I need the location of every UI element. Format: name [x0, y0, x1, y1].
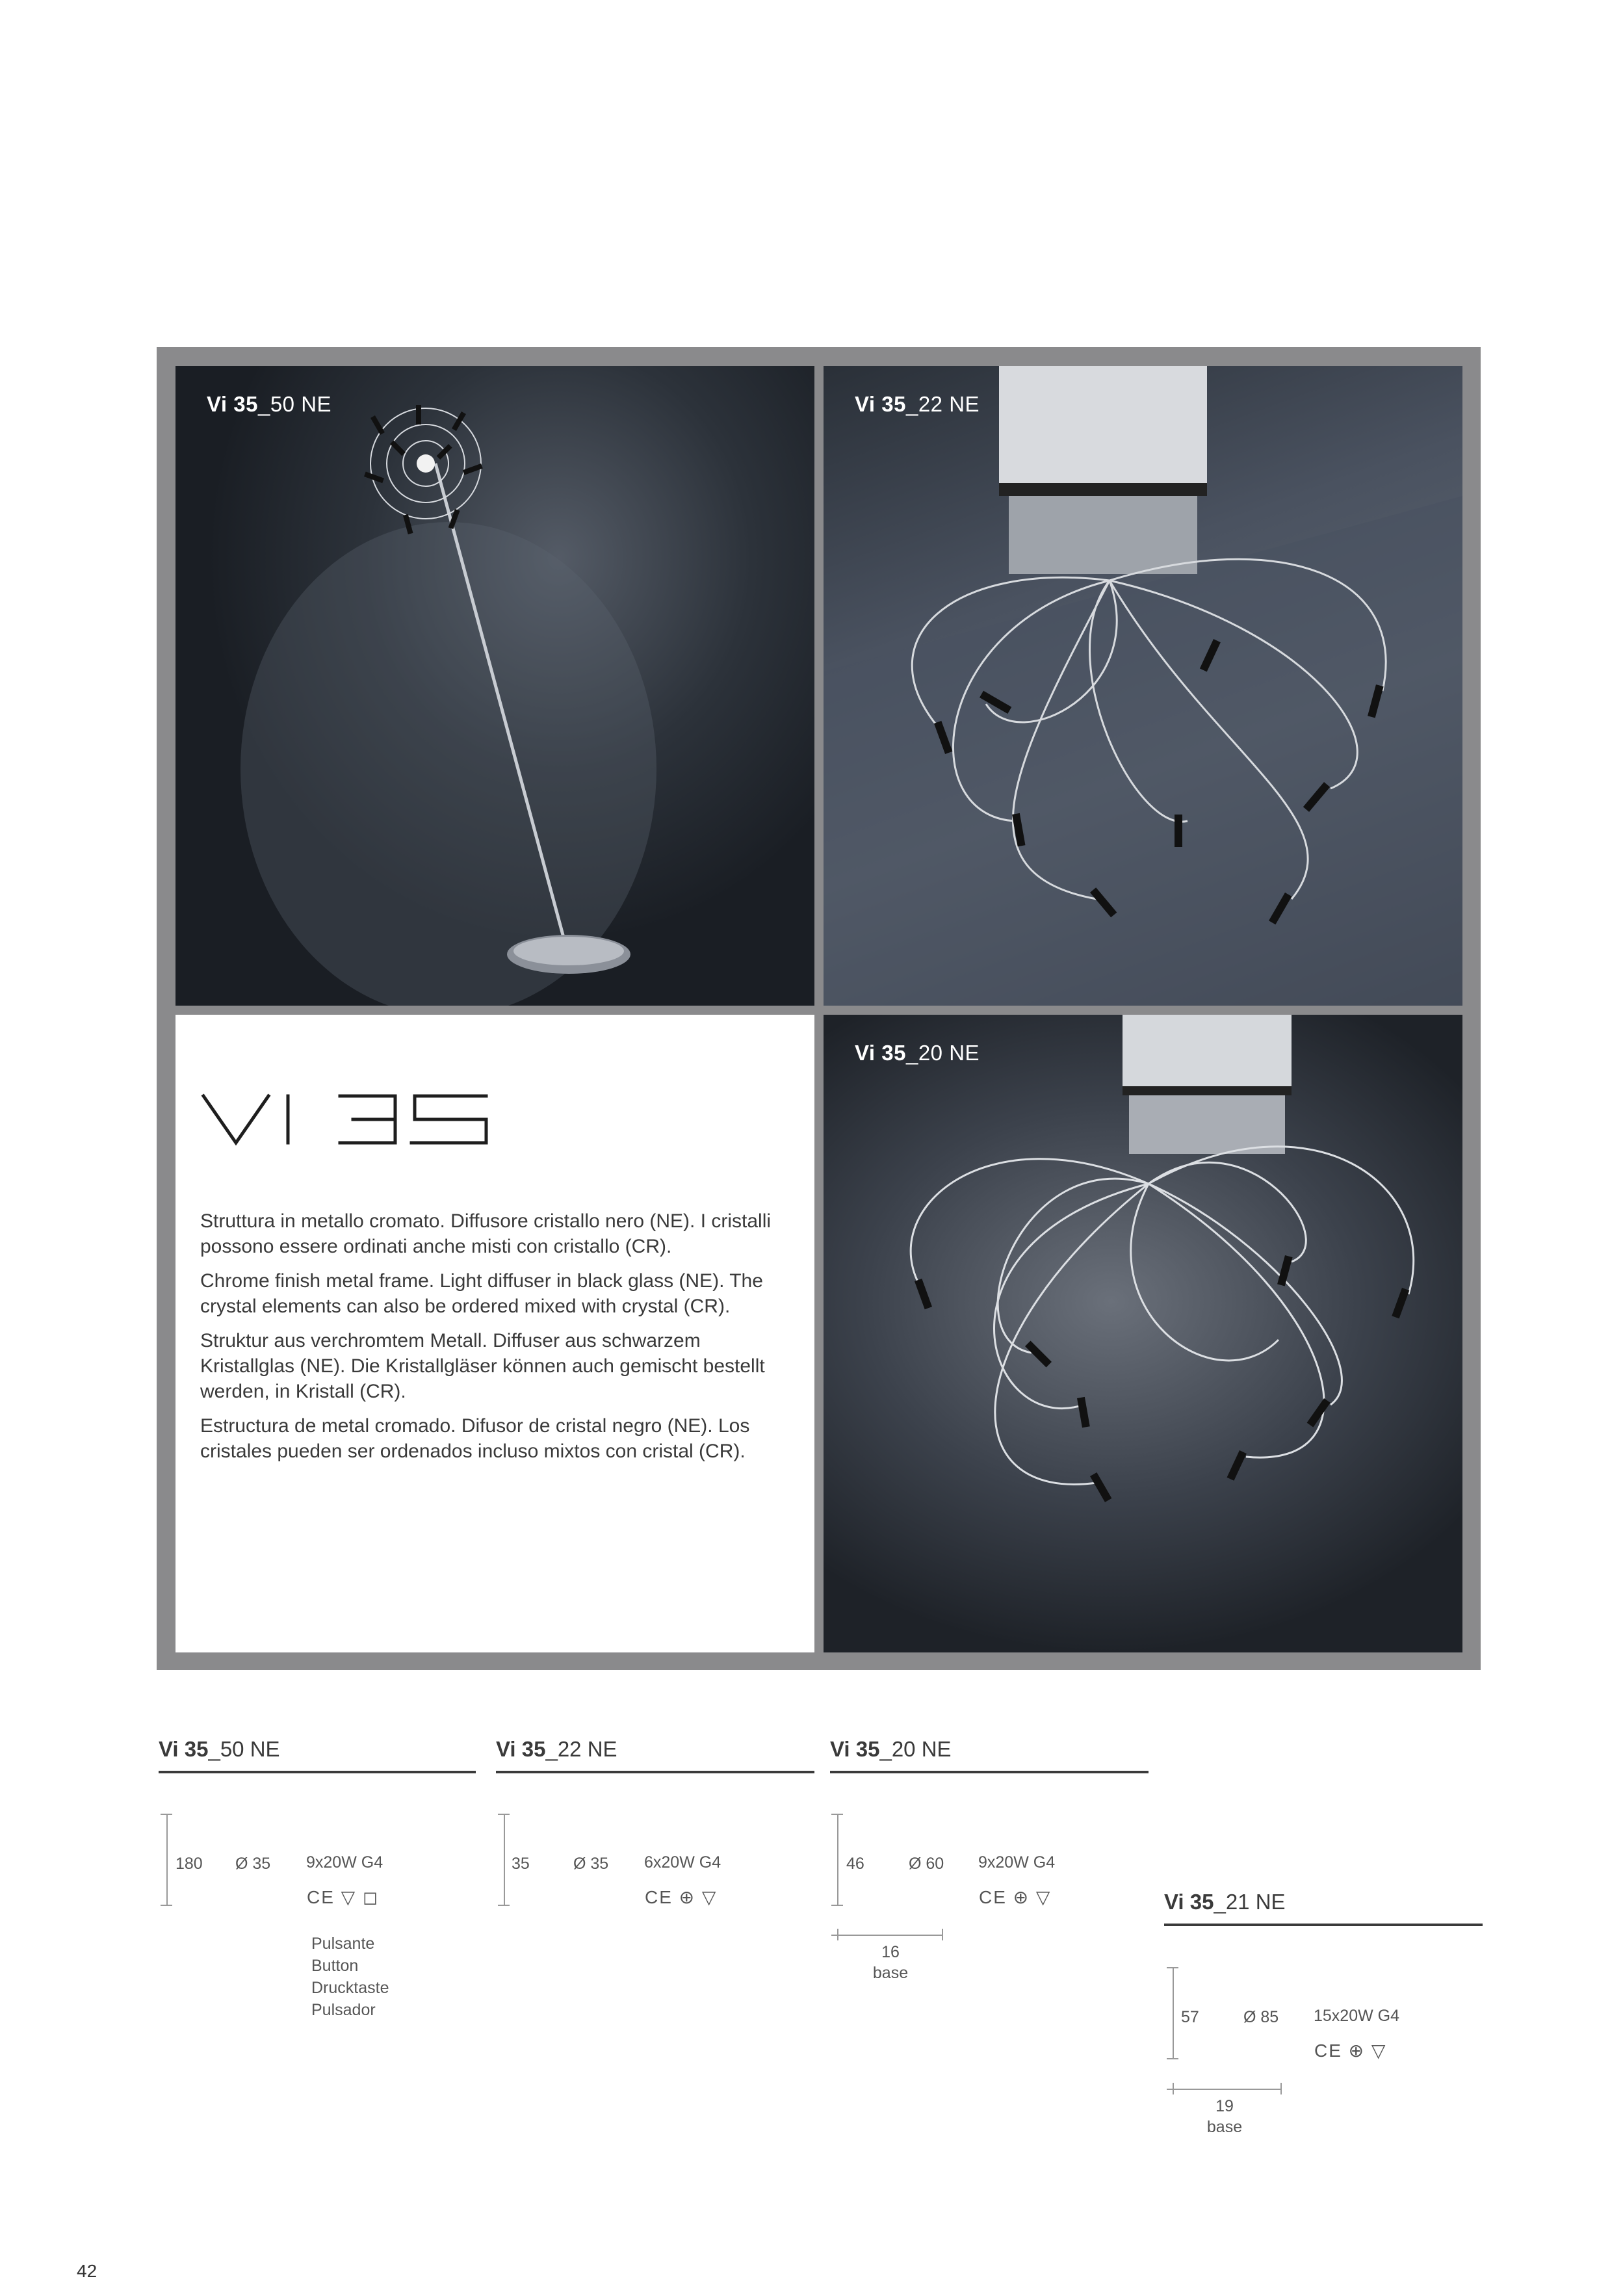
button-note: [311, 1933, 389, 2021]
button-note-en: Button: [311, 1957, 359, 1975]
button-note-es: Pulsador: [311, 2001, 376, 2019]
spec-height-21: 57: [1181, 2008, 1199, 2026]
product-description-panel: [175, 1015, 814, 1652]
spec-block-50: [159, 1737, 476, 1773]
dimension-tick: [161, 1905, 172, 1906]
panel-label-ceiling-22: Vi 35_22 NE: [855, 392, 980, 416]
spec-block-21: [1164, 1890, 1483, 1926]
page-number: 42: [77, 2261, 97, 2281]
photo-floor-lamp: [175, 366, 814, 1006]
spec-base-21: [1204, 2096, 1245, 2137]
spec-title-21: Vi 35_21 NE: [1164, 1890, 1483, 1926]
dimension-tick: [498, 1905, 510, 1906]
ceiling-lamp-20-illustration: [824, 1015, 1462, 1652]
certification-marks: CE ⊕ ▽: [1314, 2041, 1387, 2061]
spec-diameter-20: Ø 60: [909, 1855, 944, 1873]
base-label: base: [872, 1964, 909, 1982]
spec-block-20: [830, 1737, 1149, 1773]
spec-bulbs-21: 15x20W G4: [1314, 2007, 1400, 2025]
base-dimension-line: [1167, 2089, 1280, 2090]
base-value: 16: [881, 1943, 900, 1961]
spec-diameter-50: Ø 35: [235, 1855, 271, 1873]
description-text: [200, 1208, 785, 1473]
spec-height-20: 46: [846, 1855, 864, 1873]
dimension-tick: [161, 1814, 172, 1815]
spec-base-20: [871, 1942, 910, 1983]
dimension-tick: [1173, 2083, 1174, 2094]
photo-ceiling-20: [824, 1015, 1462, 1652]
description-it: Struttura in metallo cromato. Diffusore cristallo nero (NE). I cristalli possono essere ordinati anche misti con cristallo (CR).: [200, 1210, 772, 1257]
button-note-de: Drucktaste: [311, 1979, 389, 1997]
spec-height-22: 35: [512, 1855, 530, 1873]
description-en: Chrome finish metal frame. Light diffuser in black glass (NE). The crystal elements can also be ordered mixed with crystal (CR).: [200, 1270, 763, 1317]
spec-height-50: 180: [175, 1855, 203, 1873]
height-dimension-line: [166, 1814, 168, 1905]
base-label: base: [1206, 2118, 1243, 2136]
height-dimension-line: [1173, 1967, 1174, 2058]
panel-label-ceiling-20: Vi 35_20 NE: [855, 1041, 980, 1065]
dimension-tick: [498, 1814, 510, 1815]
panel-label-floor: Vi 35_50 NE: [207, 392, 332, 416]
button-note-it: Pulsante: [311, 1935, 375, 1953]
dimension-tick: [837, 1929, 838, 1940]
dimension-tick: [831, 1814, 843, 1815]
dimension-tick: [1280, 2083, 1282, 2094]
spec-title-50: Vi 35_50 NE: [159, 1737, 476, 1773]
certification-marks: CE ⊕ ▽: [645, 1887, 718, 1907]
spec-block-22: [496, 1737, 814, 1773]
floor-lamp-illustration: [175, 366, 814, 1006]
spec-diameter-22: Ø 35: [573, 1855, 609, 1873]
dimension-tick: [1167, 1967, 1178, 1968]
height-dimension-line: [837, 1814, 838, 1905]
spec-title-22: Vi 35_22 NE: [496, 1737, 814, 1773]
dimension-tick: [942, 1929, 943, 1940]
certification-marks: CE ⊕ ▽: [979, 1887, 1052, 1907]
spec-title-20: Vi 35_20 NE: [830, 1737, 1149, 1773]
certification-marks: CE ▽ ◻: [307, 1887, 380, 1907]
spec-bulbs-22: 6x20W G4: [644, 1853, 721, 1872]
spec-diameter-21: Ø 85: [1243, 2008, 1279, 2026]
dimension-tick: [1167, 2058, 1178, 2059]
description-es: Estructura de metal cromado. Difusor de cristal negro (NE). Los cristales pueden ser ordenados incluso mixtos con cristal (CR).: [200, 1415, 750, 1462]
dimension-tick: [831, 1905, 843, 1906]
spec-bulbs-20: 9x20W G4: [978, 1853, 1056, 1872]
ceiling-lamp-22-illustration: [824, 366, 1462, 1006]
height-dimension-line: [504, 1814, 505, 1905]
vi35-logo-mark: [200, 1091, 512, 1149]
description-de: Struktur aus verchromtem Metall. Diffuser aus schwarzem Kristallglas (NE). Die Kristallgläser können auch gemischt bestellt werden, in Kristall (CR).: [200, 1330, 765, 1402]
base-dimension-line: [831, 1935, 942, 1936]
spec-bulbs-50: 9x20W G4: [306, 1853, 383, 1872]
photo-ceiling-22: [824, 366, 1462, 1006]
base-value: 19: [1215, 2097, 1234, 2115]
